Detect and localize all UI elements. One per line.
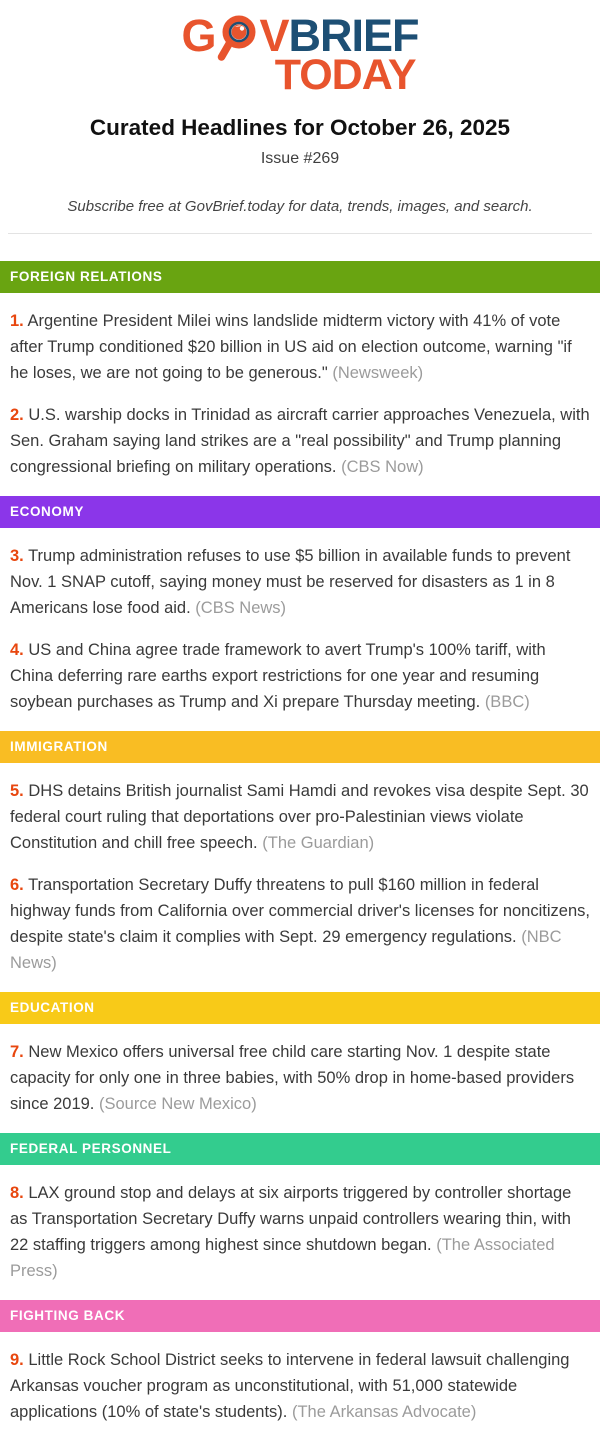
headline-number: 1.	[10, 312, 24, 330]
headline-number: 9.	[10, 1351, 24, 1369]
headline-text: US and China agree trade framework to avert Trump's 100% tariff, with China deferring rare earths export restrictions for one year and resuming soybean purchases as Trump and Xi prepare Thursday meeting.	[10, 641, 546, 711]
headline-text: New Mexico offers universal free child care starting Nov. 1 despite state capacity for only one in three babies, with 50% drop in home-based providers since 2019.	[10, 1043, 575, 1113]
headline-number: 2.	[10, 406, 24, 424]
headline-source: (Newsweek)	[332, 364, 424, 382]
header-divider	[8, 233, 592, 234]
subscribe-tagline: Subscribe free at GovBrief.today for data, trends, images, and search.	[67, 198, 533, 215]
headline-text: Trump administration refuses to use $5 billion in available funds to prevent Nov. 1 SNAP cutoff, saying money must be reserved for disasters as 1 in 8 Americans lose food aid.	[10, 547, 571, 617]
logo-letter-g: G	[181, 9, 216, 61]
headline-1	[10, 308, 590, 386]
headline-text: DHS detains British journalist Sami Hamdi and revokes visa despite Sept. 30 federal court ruling that deportations over pro-Palestinian views violate Constitution and chill free speech.	[10, 782, 589, 852]
govbrief-logo	[181, 9, 419, 99]
logo-word-today: TODAY	[274, 51, 416, 99]
newsletter-logo	[0, 0, 600, 97]
headline-5	[10, 778, 590, 856]
section-bar-education: EDUCATION	[0, 992, 600, 1024]
section-bar-federal-personnel: FEDERAL PERSONNEL	[0, 1133, 600, 1165]
headline-source: (CBS News)	[195, 599, 287, 617]
headline-number: 6.	[10, 876, 24, 894]
logo-letter-v: V	[259, 9, 289, 61]
headline-number: 5.	[10, 782, 24, 800]
headline-number: 4.	[10, 641, 24, 659]
headline-4	[10, 637, 590, 715]
issue-number: Issue #269	[260, 150, 340, 167]
headline-text: U.S. warship docks in Trinidad as aircraft carrier approaches Venezuela, with Sen. Graham saying land strikes are a "real possibility" and Trump planning congressional briefing on military operations.	[10, 406, 590, 476]
logo-word-brief: BRIEF	[288, 9, 419, 61]
headline-3	[10, 543, 590, 621]
headline-number: 8.	[10, 1184, 24, 1202]
headline-2	[10, 402, 590, 480]
headline-6	[10, 872, 590, 976]
page-title: Curated Headlines for October 26, 2025	[89, 115, 511, 140]
section-bar-economy: ECONOMY	[0, 496, 600, 528]
headline-source: (The Arkansas Advocate)	[291, 1403, 477, 1421]
headline-source: (NBC News)	[10, 928, 562, 972]
headline-number: 7.	[10, 1043, 24, 1061]
headline-text: Argentine President Milei wins landslide midterm victory with 41% of vote after Trump conditioned $20 billion in US aid on election outcome, warning "if he loses, we are not going to be generous."	[10, 312, 572, 382]
headline-source: (The Associated Press)	[10, 1236, 555, 1280]
headline-8	[10, 1180, 590, 1284]
headline-source: (The Guardian)	[262, 834, 375, 852]
section-bar-immigration: IMMIGRATION	[0, 731, 600, 763]
section-bar-foreign-relations: FOREIGN RELATIONS	[0, 261, 600, 293]
headline-7	[10, 1039, 590, 1117]
headline-number: 3.	[10, 547, 24, 565]
headline-text: LAX ground stop and delays at six airports triggered by controller shortage as Transportation Secretary Duffy warns unpaid controllers wearing thin, with 22 staffing triggers among highest since shutdown began.	[10, 1184, 572, 1254]
headline-source: (Source New Mexico)	[99, 1095, 257, 1113]
headline-source: (CBS Now)	[341, 458, 424, 476]
headline-source: (BBC)	[484, 693, 530, 711]
headline-text: Transportation Secretary Duffy threatens to pull $160 million in federal highway funds from California over commercial driver's licenses for noncitizens, despite state's claim it complies with Sept. 29 emergency regulations.	[10, 876, 590, 946]
headline-text: Little Rock School District seeks to intervene in federal lawsuit challenging Arkansas voucher program as unconstitutional, with 51,000 statewide applications (10% of state's students).	[10, 1351, 570, 1421]
headline-9	[10, 1347, 590, 1425]
magnifier-icon	[217, 15, 259, 61]
section-bar-fighting-back: FIGHTING BACK	[0, 1300, 600, 1332]
